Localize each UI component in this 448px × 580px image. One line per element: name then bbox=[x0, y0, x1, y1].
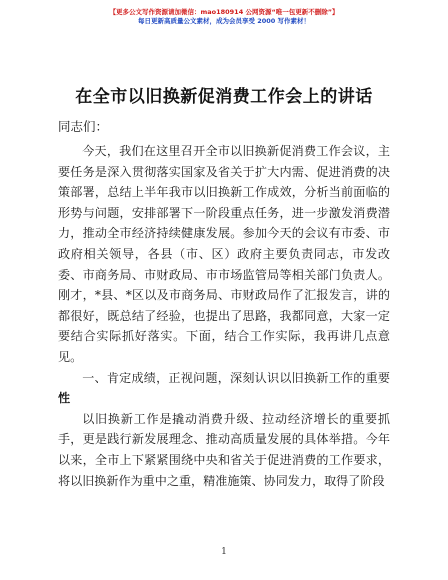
section-heading-main: 一、肯定成绩，正视问题，深刻认识以旧换新工作的重要 bbox=[82, 370, 390, 385]
document-title: 在全市以旧换新促消费工作会上的讲话 bbox=[75, 87, 373, 107]
header-banner bbox=[0, 8, 448, 26]
section-heading-tail: 性 bbox=[58, 391, 71, 406]
section-heading bbox=[58, 368, 390, 409]
greeting: 同志们： bbox=[58, 119, 109, 134]
body-paragraph-1: 今天，我们在这里召开全市以旧换新促消费工作会议，主要任务是深入贯彻落实国家及省关于扩大内需、促进消费的决策部署，总结上半年我市以旧换新工作成效，分析当前面临的形势与问题，安排部署下一阶段重点任务，进一步激发消费潜力，推动全市经济持续健康发展。参加今天的会议有市委、市政府相关领导，各县（市、区）政府主要负责同志，市发改委、市商务局、市财政局、市市场监管局等相关部门负责人。刚才，*县、*区以及市商务局、市财政局作了汇报发言，讲的都很好，既总结了经验，也提出了思路，我都同意，大家一定要结合实际抓好落实。下面，结合工作实际，我再讲几点意见。 bbox=[58, 144, 390, 364]
banner-line-update: 每日更新高质量公文素材，成为会员享受 2000 写作素材！ bbox=[137, 17, 311, 25]
document-body bbox=[58, 141, 390, 491]
page-number: 1 bbox=[221, 547, 227, 557]
body-paragraph-2: 以旧换新工作是撬动消费升级、拉动经济增长的重要抓手，更是践行新发展理念、推动高质量发展的具体举措。今年以来，全市上下紧紧围绕中央和省关于促进消费的工作要求，将以旧换新作为重中之重，精准施策、协同发力，取得了阶段 bbox=[58, 411, 390, 488]
banner-line-promo: 【更多公文写作资源请加微信：mao180914 公网资源“唯一包更新不删除”】 bbox=[109, 8, 339, 16]
